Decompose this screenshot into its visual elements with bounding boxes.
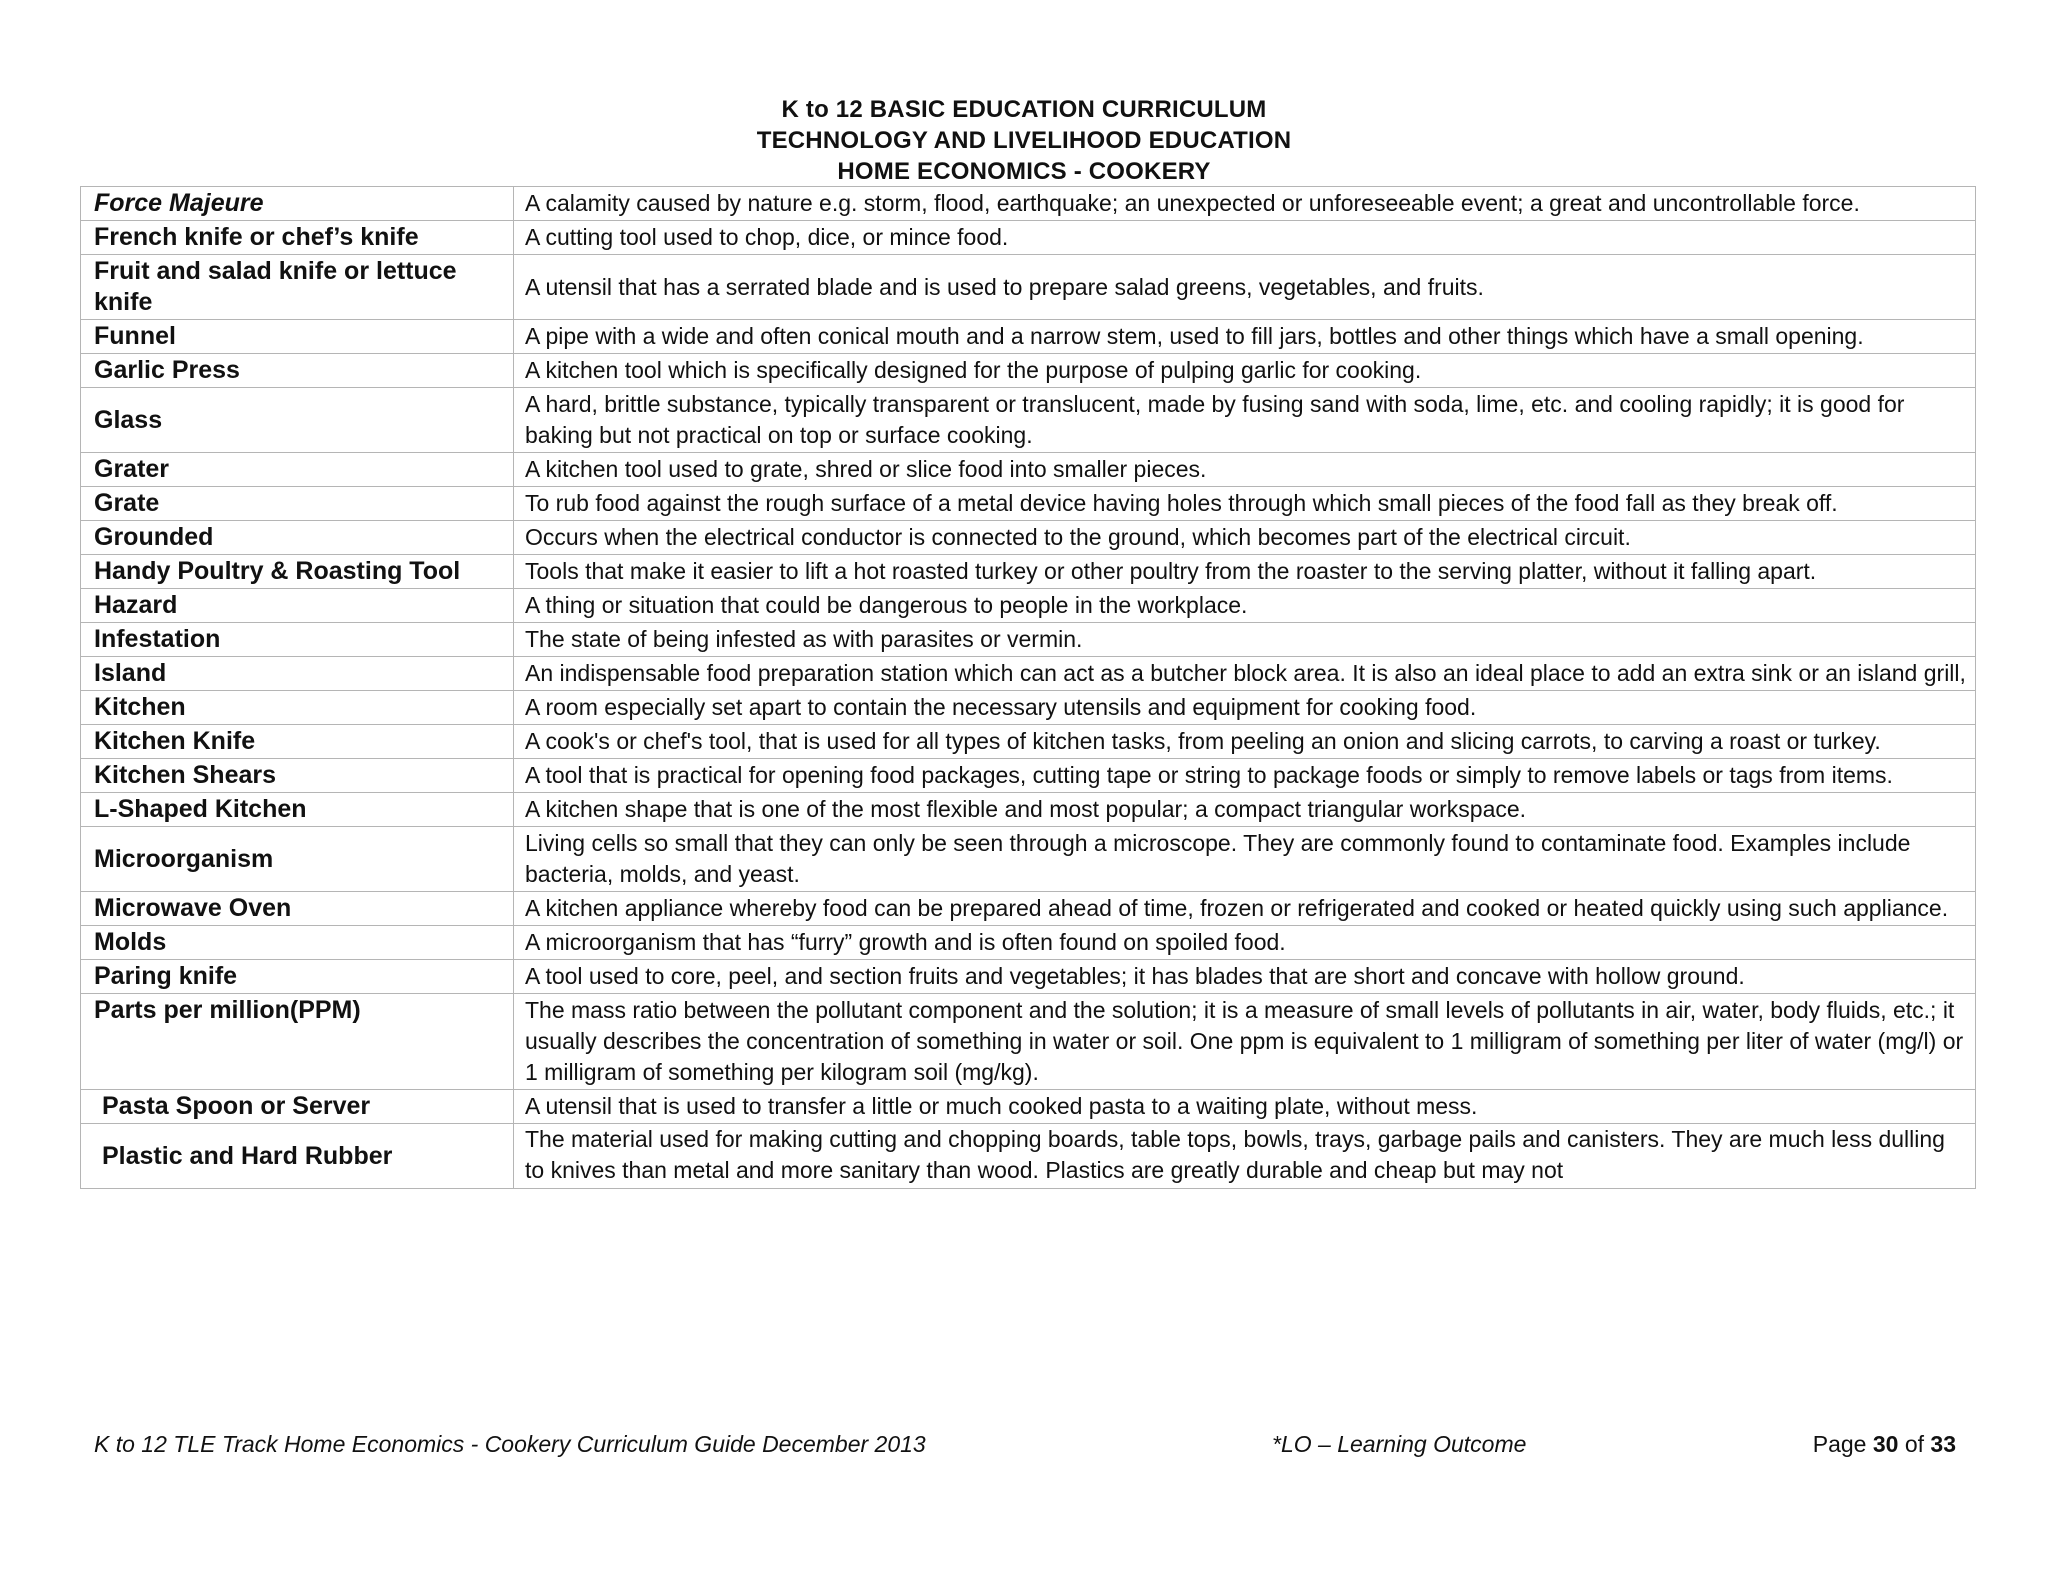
glossary-definition: A utensil that has a serrated blade and is used to prepare salad greens, vegetables, and fruits. <box>514 255 1976 320</box>
table-row <box>81 892 1976 926</box>
table-row <box>81 221 1976 255</box>
table-row <box>81 453 1976 487</box>
glossary-definition: The mass ratio between the pollutant component and the solution; it is a measure of small levels of pollutants in air, water, body fluids, etc.; it usually describes the concentration of something in water or soil. One ppm is equivalent to 1 milligram of something per liter of water (mg/l) or 1 milligram of something per kilogram soil (mg/kg). <box>514 994 1976 1090</box>
glossary-term: Force Majeure <box>81 187 514 221</box>
table-row <box>81 657 1976 691</box>
glossary-term: Funnel <box>81 320 514 354</box>
glossary-term: Molds <box>81 926 514 960</box>
glossary-definition: A room especially set apart to contain the necessary utensils and equipment for cooking food. <box>514 691 1976 725</box>
glossary-definition: A hard, brittle substance, typically transparent or translucent, made by fusing sand with soda, lime, etc. and cooling rapidly; it is good for baking but not practical on top or surface cooking. <box>514 388 1976 453</box>
glossary-term: Grate <box>81 487 514 521</box>
page-label: Page <box>1812 1431 1867 1457</box>
glossary-definition: The material used for making cutting and chopping boards, table tops, bowls, trays, garbage pails and canisters. They are much less dulling to knives than metal and more sanitary than wood. Plastics are greatly durable and cheap but may not <box>525 1126 1945 1183</box>
table-row <box>81 1124 1976 1189</box>
table-row <box>81 354 1976 388</box>
document-header <box>0 94 2048 187</box>
table-row <box>81 320 1976 354</box>
glossary-term: Pasta Spoon or Server <box>81 1090 514 1124</box>
glossary-definition: A kitchen shape that is one of the most flexible and most popular; a compact triangular workspace. <box>514 793 1976 827</box>
glossary-definition: A cutting tool used to chop, dice, or mince food. <box>514 221 1976 255</box>
glossary-definition: A thing or situation that could be dangerous to people in the workplace. <box>514 589 1976 623</box>
glossary-term: Plastic and Hard Rubber <box>81 1124 514 1189</box>
table-row <box>81 926 1976 960</box>
table-row <box>81 555 1976 589</box>
glossary-term: Island <box>81 657 514 691</box>
table-row <box>81 691 1976 725</box>
glossary-term: Parts per million(PPM) <box>81 994 514 1090</box>
table-row <box>81 521 1976 555</box>
table-row <box>81 388 1976 453</box>
glossary-term: Fruit and salad knife or lettuce knife <box>81 255 514 320</box>
footer-guide-title: K to 12 TLE Track Home Economics - Cookery Curriculum Guide December 2013 <box>94 1431 926 1457</box>
header-curriculum-title: K to 12 BASIC EDUCATION CURRICULUM <box>781 96 1267 123</box>
glossary-term: Garlic Press <box>81 354 514 388</box>
glossary-definition: A cook's or chef's tool, that is used for all types of kitchen tasks, from peeling an onion and slicing carrots, to carving a roast or turkey. <box>514 725 1976 759</box>
glossary-definition: A tool used to core, peel, and section fruits and vegetables; it has blades that are short and concave with hollow ground. <box>514 960 1976 994</box>
page-of-label: of <box>1904 1431 1925 1457</box>
table-row <box>81 759 1976 793</box>
glossary-definition: To rub food against the rough surface of a metal device having holes through which small pieces of the food fall as they break off. <box>514 487 1976 521</box>
page-total: 33 <box>1930 1431 1956 1457</box>
glossary-term: Microwave Oven <box>81 892 514 926</box>
glossary-term: Grater <box>81 453 514 487</box>
table-row <box>81 994 1976 1090</box>
glossary-definition: A kitchen tool used to grate, shred or slice food into smaller pieces. <box>514 453 1976 487</box>
page-current: 30 <box>1872 1431 1899 1457</box>
glossary-term: Handy Poultry & Roasting Tool <box>81 555 514 589</box>
glossary-term: Kitchen Shears <box>81 759 514 793</box>
glossary-term: Paring knife <box>81 960 514 994</box>
table-row <box>81 589 1976 623</box>
glossary-term: Kitchen <box>81 691 514 725</box>
glossary-term: Kitchen Knife <box>81 725 514 759</box>
glossary-definition: A calamity caused by nature e.g. storm, flood, earthquake; an unexpected or unforeseeable event; a great and uncontrollable force. <box>514 187 1976 221</box>
glossary-definition: Occurs when the electrical conductor is connected to the ground, which becomes part of the electrical circuit. <box>514 521 1976 555</box>
footer-abbreviation-note: *LO – Learning Outcome <box>1272 1431 1527 1457</box>
glossary-term: Glass <box>81 388 514 453</box>
table-row <box>81 960 1976 994</box>
table-row <box>81 255 1976 320</box>
glossary-term: French knife or chef’s knife <box>81 221 514 255</box>
table-row <box>81 1090 1976 1124</box>
glossary-definition: A microorganism that has “furry” growth and is often found on spoiled food. <box>514 926 1976 960</box>
glossary-definition: A utensil that is used to transfer a little or much cooked pasta to a waiting plate, without mess. <box>514 1090 1976 1124</box>
table-row <box>81 623 1976 657</box>
glossary-definition: A tool that is practical for opening food packages, cutting tape or string to package foods or simply to remove labels or tags from items. <box>514 759 1976 793</box>
glossary-term: L-Shaped Kitchen <box>81 793 514 827</box>
glossary-term: Microorganism <box>81 827 514 892</box>
glossary-term: Hazard <box>81 589 514 623</box>
glossary-definition: A kitchen appliance whereby food can be prepared ahead of time, frozen or refrigerated and cooked or heated quickly using such appliance. <box>514 892 1976 926</box>
table-row <box>81 725 1976 759</box>
glossary-definition: Living cells so small that they can only be seen through a microscope. They are commonly found to contaminate food. Examples include bacteria, molds, and yeast. <box>514 827 1976 892</box>
glossary-definition-cell <box>514 1124 1976 1189</box>
glossary-definition: A kitchen tool which is specifically designed for the purpose of pulping garlic for cooking. <box>514 354 1976 388</box>
glossary-definition: The state of being infested as with parasites or vermin. <box>514 623 1976 657</box>
table-row <box>81 827 1976 892</box>
glossary-term: Grounded <box>81 521 514 555</box>
page-number <box>1813 1428 1956 1460</box>
glossary-definition: An indispensable food preparation station which can act as a butcher block area. It is also an ideal place to add an extra sink or an island grill, <box>514 657 1976 691</box>
glossary-table <box>80 186 1976 1189</box>
header-subject-title: TECHNOLOGY AND LIVELIHOOD EDUCATION <box>756 127 1292 154</box>
header-course-title: HOME ECONOMICS - COOKERY <box>837 158 1211 185</box>
table-row <box>81 793 1976 827</box>
table-row <box>81 487 1976 521</box>
table-row <box>81 187 1976 221</box>
page-footer <box>0 1428 2048 1460</box>
glossary-term: Infestation <box>81 623 514 657</box>
glossary-definition: A pipe with a wide and often conical mouth and a narrow stem, used to fill jars, bottles and other things which have a small opening. <box>514 320 1976 354</box>
glossary-definition: Tools that make it easier to lift a hot roasted turkey or other poultry from the roaster to the serving platter, without it falling apart. <box>514 555 1976 589</box>
